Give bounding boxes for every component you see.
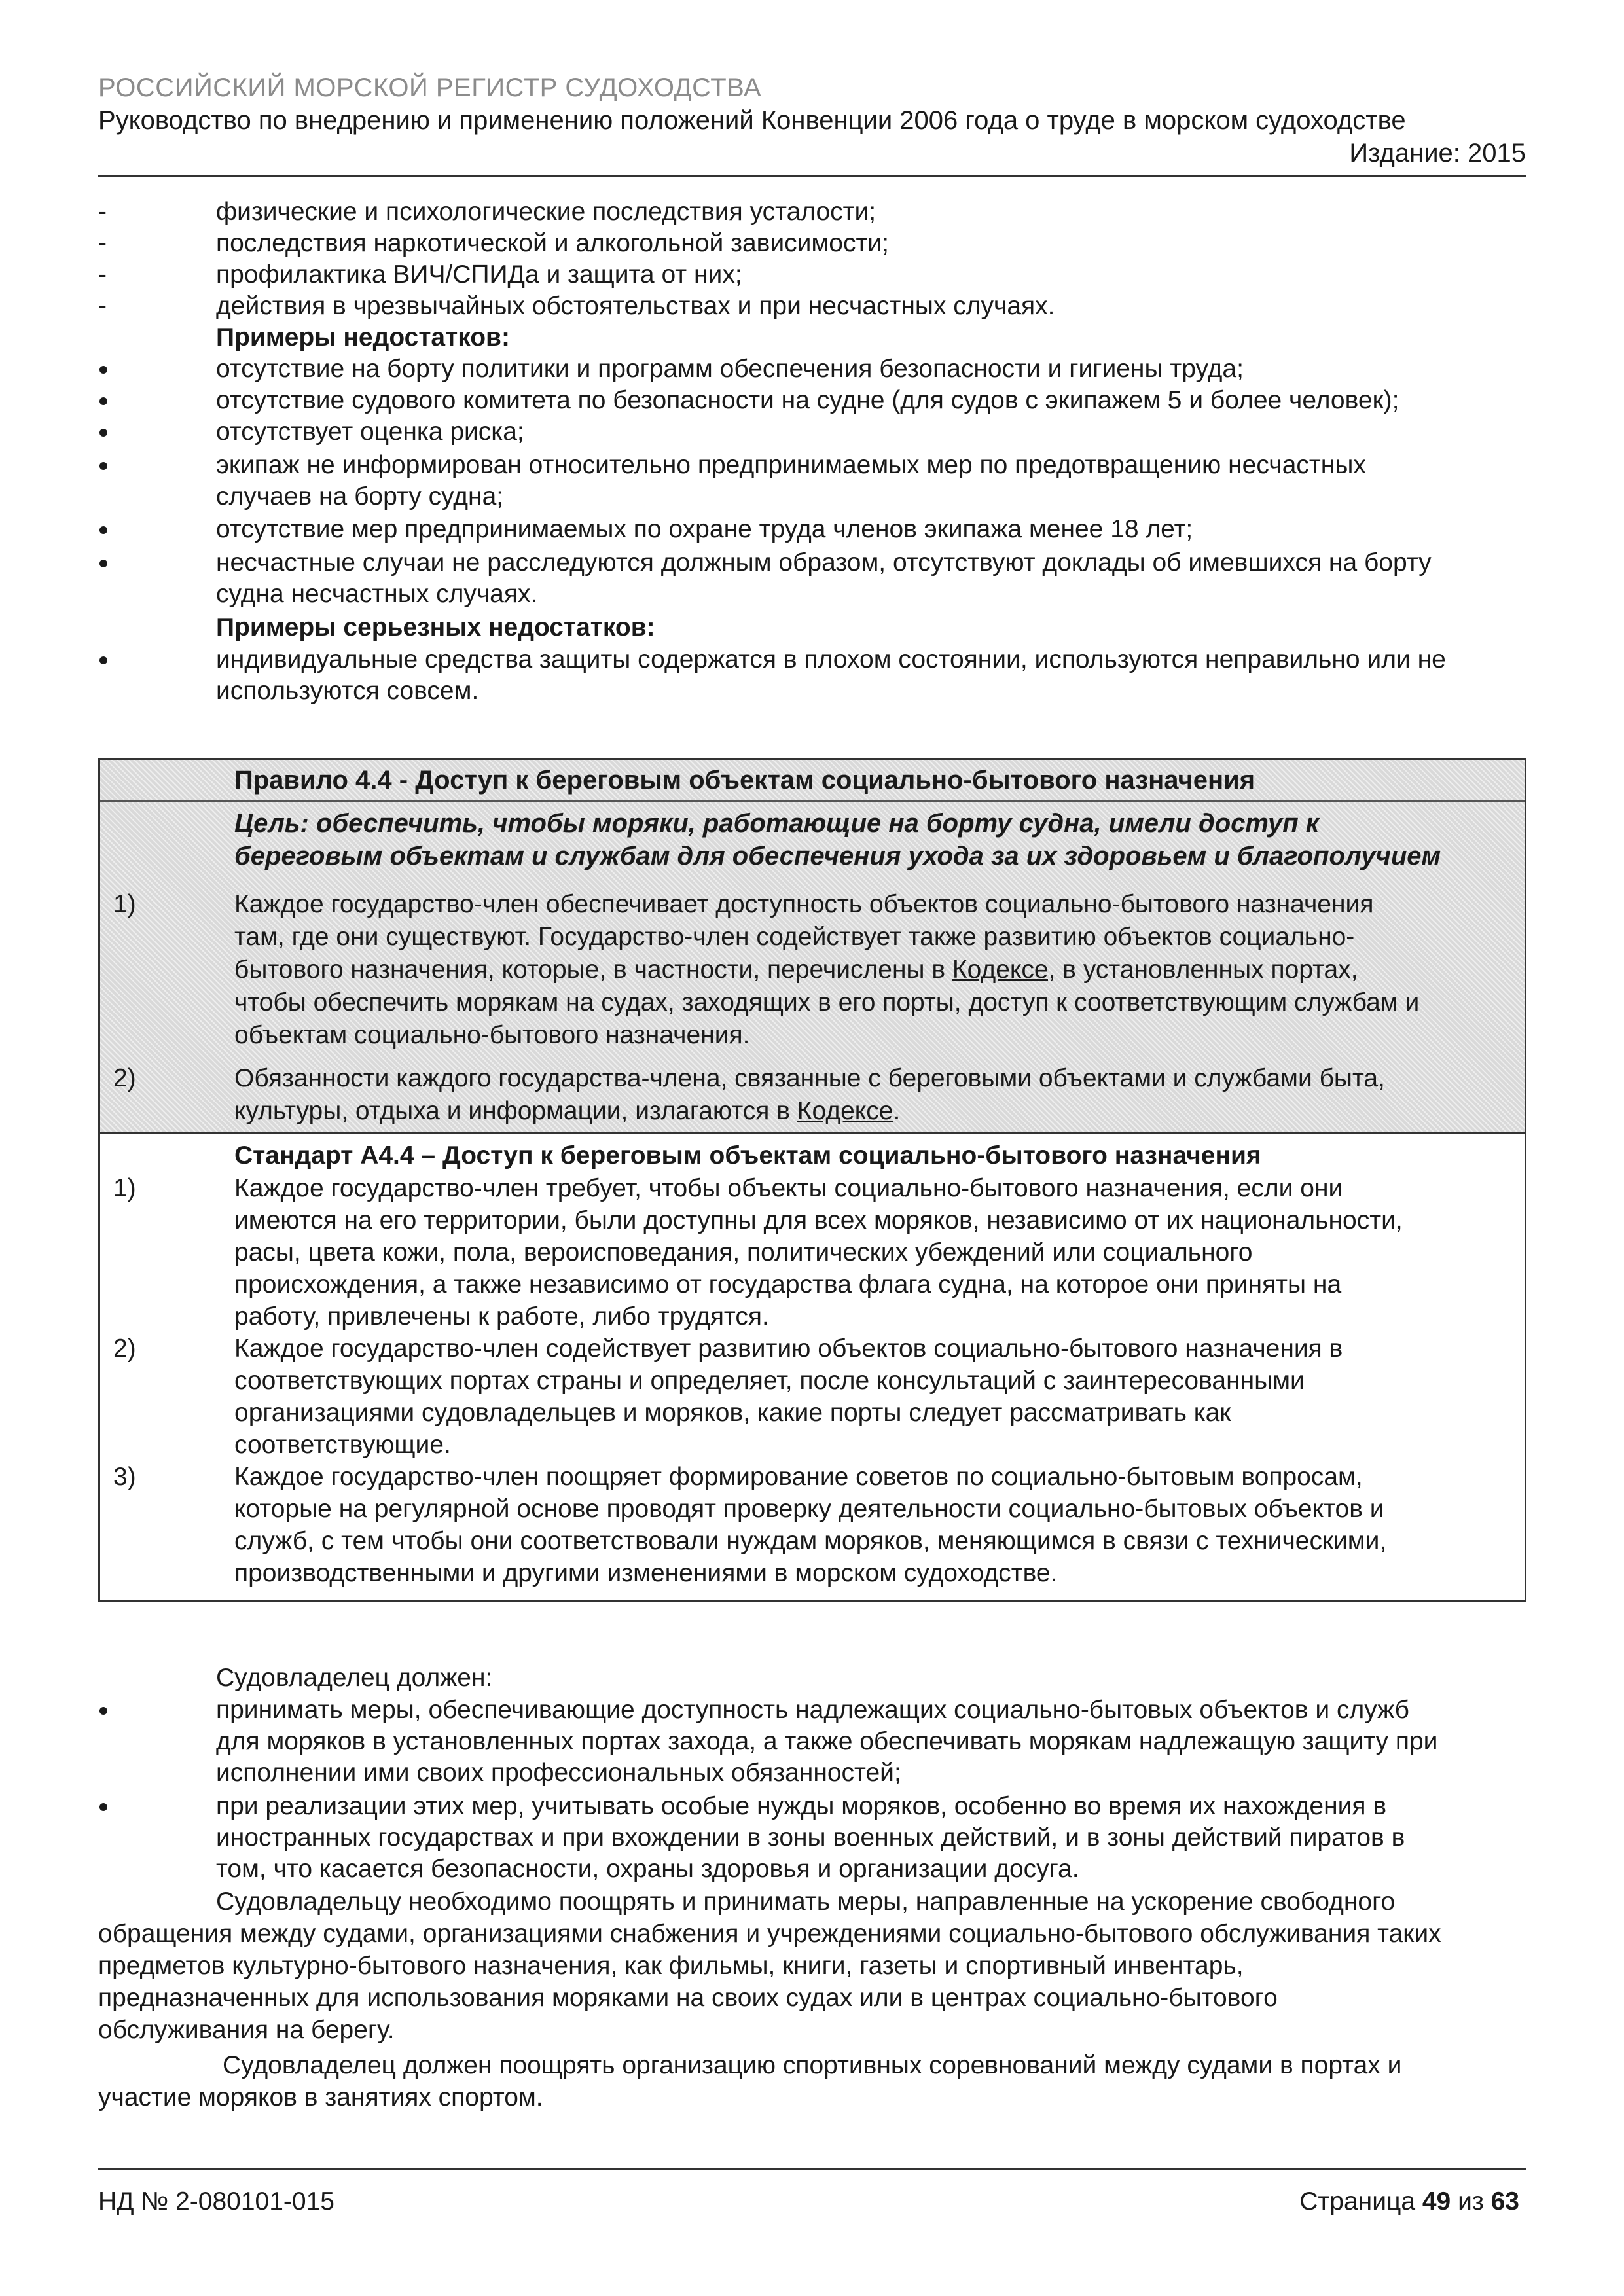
- standard-item-line: имеются на его территории, были доступны для всех моряков, независимо от их национальности,: [234, 1206, 1403, 1234]
- shipowner-intro: Судовладелец должен:: [216, 1664, 493, 1692]
- regulation-goal-cont: береговым объектам и службам для обеспечения ухода за их здоровьем и благополучием: [234, 842, 1441, 870]
- header-divider: [98, 175, 1526, 177]
- shipowner-paragraph-line: предназначенных для использования моряками на своих судах или в центрах социально-бытового: [98, 1984, 1278, 2012]
- header-organization: РОССИЙСКИЙ МОРСКОЙ РЕГИСТР СУДОХОДСТВА: [98, 73, 762, 102]
- shipowner-paragraph-line: обращения между судами, организациями снабжения и учреждениями социально-бытового обслуживания таких: [98, 1920, 1441, 1948]
- deficiencies-heading: Примеры недостатков:: [216, 323, 511, 351]
- regulation-p2-line: культуры, отдыха и информации, излагаются в Кодексе.: [234, 1097, 901, 1125]
- standard-item-line: работу, привлечены к работе, либо трудятся.: [234, 1302, 769, 1331]
- deficiency-item-cont: случаев на борту судна;: [216, 482, 504, 511]
- page-label: Страница: [1299, 2187, 1416, 2215]
- page-number: 49: [1422, 2187, 1451, 2215]
- bullet-icon: [99, 656, 107, 664]
- bullet-icon: [99, 397, 107, 405]
- dash-item: физические и психологические последствия усталости;: [216, 198, 876, 226]
- deficiency-item: экипаж не информирован относительно предпринимаемых мер по предотвращению несчастных: [216, 451, 1366, 479]
- code-link[interactable]: Кодексе,: [952, 956, 1056, 984]
- page-of: из: [1458, 2187, 1484, 2215]
- regulation-title: Правило 4.4 - Доступ к береговым объектам социально-бытового назначения: [234, 766, 1255, 795]
- bullet-icon: [99, 429, 107, 437]
- shipowner-item: принимать меры, обеспечивающие доступность надлежащих социально-бытовых объектов и служб: [216, 1696, 1410, 1724]
- standard-item-number: 1): [113, 1174, 136, 1202]
- shipowner-item-cont: том, что касается безопасности, охраны здоровья и организации досуга.: [216, 1855, 1079, 1883]
- shipowner-paragraph-line: обслуживания на берегу.: [98, 2016, 395, 2044]
- standard-item-number: 3): [113, 1463, 136, 1491]
- bullet-icon: [99, 1707, 107, 1715]
- standard-title: Стандарт А4.4 – Доступ к береговым объектам социально-бытового назначения: [234, 1141, 1261, 1170]
- shipowner-paragraph-line: Судовладельцу необходимо поощрять и принимать меры, направленные на ускорение свободного: [216, 1888, 1396, 1916]
- bullet-icon: [99, 1803, 107, 1811]
- deficiency-item: несчастные случаи не расследуются должным образом, отсутствуют доклады об имевшихся на борту: [216, 548, 1432, 577]
- page-total: 63: [1490, 2187, 1519, 2215]
- standard-item-line: соответствующие.: [234, 1431, 451, 1459]
- footer-document-number: НД № 2-080101-015: [98, 2187, 334, 2215]
- bullet-icon: [99, 560, 107, 567]
- deficiency-item: отсутствует оценка риска;: [216, 418, 524, 446]
- shipowner-item-cont: исполнении ими своих профессиональных обязанностей;: [216, 1759, 901, 1787]
- standard-item-line: Каждое государство-член поощряет формирование советов по социально-бытовым вопросам,: [234, 1463, 1363, 1491]
- regulation-box: [98, 758, 1526, 1602]
- regulation-title-divider: [100, 800, 1525, 802]
- shipowner-item-cont: иностранных государствах и при вхождении в зоны военных действий, и в зоны действий пиратов в: [216, 1823, 1405, 1852]
- standard-item-line: происхождения, а также независимо от государства флага судна, на которое они приняты на: [234, 1270, 1342, 1299]
- deficiency-item: отсутствие на борту политики и программ обеспечения безопасности и гигиены труда;: [216, 355, 1244, 383]
- regulation-p1-line: Каждое государство-член обеспечивает доступность объектов социально-бытового назначения: [234, 890, 1374, 918]
- standard-item-line: организациями судовладельцев и моряков, какие порты следует рассматривать как: [234, 1399, 1231, 1427]
- shipowner-paragraph-line: Судовладелец должен поощрять организацию спортивных соревнований между судами в портах и: [223, 2051, 1402, 2079]
- standard-item-number: 2): [113, 1335, 136, 1363]
- footer-divider: [98, 2168, 1526, 2170]
- serious-item: индивидуальные средства защиты содержатся в плохом состоянии, используются неправильно или не: [216, 645, 1446, 673]
- regulation-p2-line: Обязанности каждого государства-члена, связанные с береговыми объектами и службами быта,: [234, 1064, 1385, 1092]
- regulation-p1-number: 1): [113, 890, 136, 918]
- bullet-icon: [99, 526, 107, 534]
- standard-item-line: которые на регулярной основе проводят проверку деятельности социально-бытовых объектов и: [234, 1495, 1384, 1523]
- deficiency-item: отсутствие мер предпринимаемых по охране труда членов экипажа менее 18 лет;: [216, 515, 1193, 543]
- regulation-p2-number: 2): [113, 1064, 136, 1092]
- header-edition: Издание: 2015: [1349, 139, 1526, 168]
- dash-marker: -: [98, 229, 107, 257]
- bullet-icon: [99, 462, 107, 470]
- standard-item-line: служб, с тем чтобы они соответствовали нуждам моряков, меняющимся в связи с техническими,: [234, 1527, 1387, 1555]
- dash-marker: -: [98, 260, 107, 289]
- bullet-icon: [99, 366, 107, 374]
- shipowner-item-cont: для моряков в установленных портах захода, а также обеспечивать морякам надлежащую защиту при: [216, 1727, 1438, 1755]
- standard-item-line: производственными и другими изменениями в морском судоходстве.: [234, 1559, 1058, 1587]
- deficiency-item-cont: судна несчастных случаях.: [216, 580, 538, 608]
- shipowner-paragraph-line: предметов культурно-бытового назначения, как фильмы, книги, газеты и спортивный инвентарь,: [98, 1952, 1244, 1980]
- footer-page-indicator: [1299, 2187, 1519, 2216]
- deficiency-item: отсутствие судового комитета по безопасности на судне (для судов с экипажем 5 и более человек);: [216, 386, 1399, 414]
- regulation-goal: Цель: обеспечить, чтобы моряки, работающие на борту судна, имели доступ к: [234, 809, 1320, 838]
- dash-item: последствия наркотической и алкогольной зависимости;: [216, 229, 889, 257]
- dash-item: действия в чрезвычайных обстоятельствах и при несчастных случаях.: [216, 292, 1055, 320]
- dash-marker: -: [98, 292, 107, 320]
- regulation-p1-line: там, где они существуют. Государство-член содействует также развитию объектов социально-: [234, 923, 1355, 951]
- header-title: Руководство по внедрению и применению положений Конвенции 2006 года о труде в морском судоходстве: [98, 106, 1406, 135]
- serious-heading: Примеры серьезных недостатков:: [216, 613, 655, 641]
- regulation-p1-line: объектам социально-бытового назначения.: [234, 1021, 750, 1049]
- dash-marker: -: [98, 198, 107, 226]
- code-link[interactable]: Кодексе: [797, 1097, 893, 1125]
- regulation-p1-line: бытового назначения, которые, в частности, перечислены в Кодексе, в установленных портах,: [234, 956, 1358, 984]
- standard-item-line: Каждое государство-член требует, чтобы объекты социально-бытового назначения, если они: [234, 1174, 1343, 1202]
- regulation-p1-line: чтобы обеспечить морякам на судах, заходящих в его порты, доступ к соответствующим службам и: [234, 988, 1420, 1016]
- shipowner-item: при реализации этих мер, учитывать особые нужды моряков, особенно во время их нахождения в: [216, 1792, 1387, 1820]
- serious-item-cont: используются совсем.: [216, 677, 479, 705]
- shipowner-paragraph-line: участие моряков в занятиях спортом.: [98, 2083, 543, 2111]
- dash-item: профилактика ВИЧ/СПИДа и защита от них;: [216, 260, 742, 289]
- standard-item-line: расы, цвета кожи, пола, вероисповедания, политических убеждений или социального: [234, 1238, 1253, 1266]
- standard-item-line: соответствующих портах страны и определяет, после консультаций с заинтересованными: [234, 1367, 1305, 1395]
- standard-item-line: Каждое государство-член содействует развитию объектов социально-бытового назначения в: [234, 1335, 1343, 1363]
